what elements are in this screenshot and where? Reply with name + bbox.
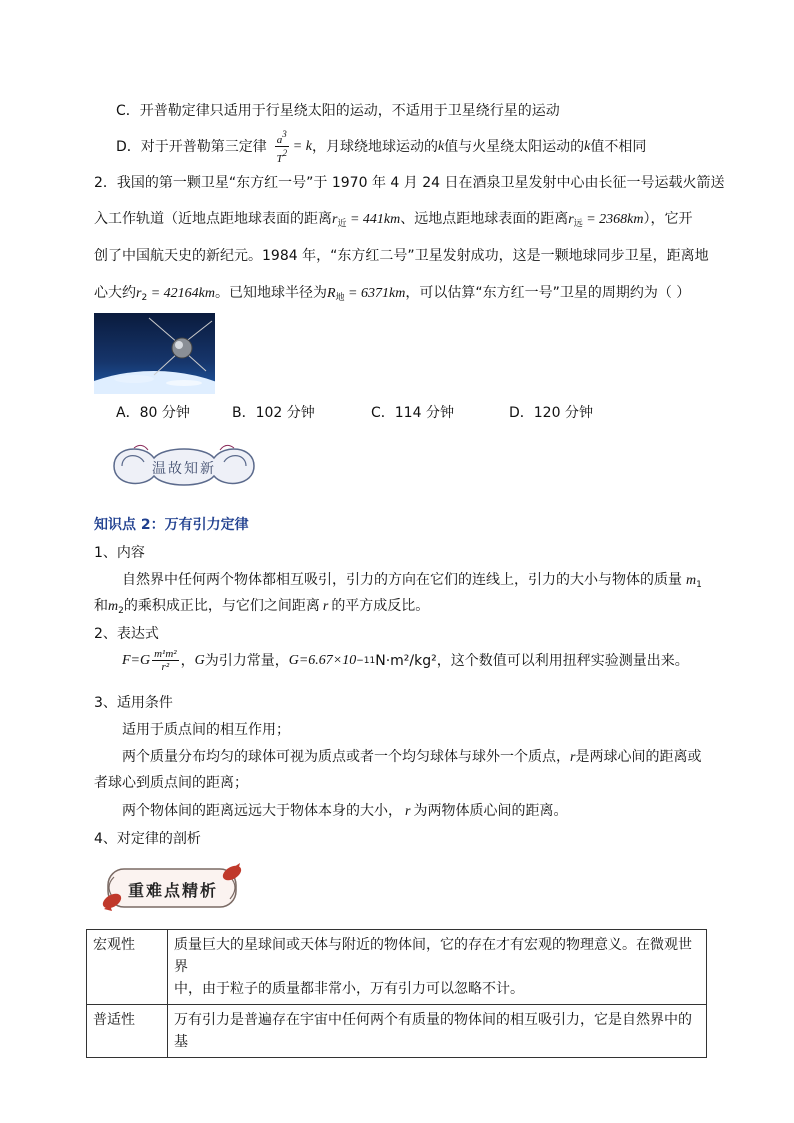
q2-option-b-text: B．102 分钟: [232, 405, 315, 421]
r-symbol: r: [322, 599, 329, 614]
frac-den: T: [276, 153, 283, 165]
review-banner: [104, 436, 264, 496]
r-near-symbol: r: [332, 212, 338, 227]
g-symbol-2: G: [288, 652, 299, 668]
m2-symbol: m: [108, 599, 119, 614]
key-points-banner-text: 重难点精析: [128, 881, 219, 900]
option-d-mid2: 值与火星绕太阳运动的: [444, 138, 585, 155]
kp2-s1-line2-c: 的平方成反比。: [331, 598, 430, 614]
g-symbol-1: G: [194, 652, 205, 668]
k-symbol-2: k: [584, 138, 591, 154]
q2-line4: [94, 283, 690, 308]
frac-num-sup: 3: [282, 129, 287, 139]
kp2-s1-line2: [94, 596, 429, 621]
r-far-value: = 2368km: [582, 212, 644, 227]
q2-line2: [94, 209, 693, 234]
formula-numerator: m¹m²: [154, 648, 177, 660]
formula-fraction: [152, 648, 178, 673]
satellite-image: [94, 313, 215, 394]
kp2-s3-line3: 者球心到质点间的距离；: [94, 775, 248, 791]
kp2-s3-line2-b: 是两球心间的距离或: [575, 749, 702, 765]
gravity-formula: [122, 648, 689, 673]
kp2-s3-head: 3、适用条件: [94, 695, 173, 711]
kp2-s1-line2-b: 的乘积成正比，与它们之间距离: [123, 598, 320, 614]
q2-line2-a: 入工作轨道（近地点距地球表面的距离: [94, 211, 332, 227]
q2-option-c[interactable]: [371, 403, 454, 423]
frac-den-sup: 2: [282, 148, 288, 158]
kp2-s1-line1: [122, 570, 702, 595]
r2-value: = 42164km: [147, 286, 215, 301]
table-key-cell: 普适性: [87, 1005, 168, 1058]
q2-option-c-text: C．114 分钟: [371, 405, 454, 421]
option-d-suffix: 值不相同: [590, 138, 647, 155]
q2-line2-b: 、远地点距地球表面的距离: [400, 211, 569, 227]
option-c-text: C．开普勒定律只适用于行星绕太阳的运动，不适用于卫星绕行星的运动: [116, 103, 560, 119]
table-row: [87, 930, 707, 1005]
option-d-middle: ，月球绕地球运动的: [311, 138, 438, 155]
review-banner-text: 温故知新: [152, 461, 216, 477]
r-far-symbol: r: [568, 212, 574, 227]
kp2-s3-line2-a: 两个质量分布均匀的球体可视为质点或者一个均匀球体与球外一个质点，: [122, 749, 570, 765]
q2-line1-text: 2．我国的第一颗卫星“东方红一号”于 1970 年 4 月 24 日在酒泉卫星发射中心由长征一号运载火箭送: [94, 175, 725, 191]
kp2-s3-line2: [122, 747, 701, 768]
kp2-s1-line2-a: 和: [94, 598, 108, 614]
kp2-s4-head: 4、对定律的剖析: [94, 831, 201, 847]
formula-lhs: F=G: [122, 652, 151, 668]
q2-line4-b: 。已知地球半径为: [214, 285, 327, 301]
r2-sub: 2: [141, 293, 148, 303]
r-near-sub: 近: [337, 219, 347, 229]
m1-sub: 1: [696, 580, 702, 590]
formula-denominator: r²: [161, 661, 170, 673]
formula-desc-b: 为引力常量，: [204, 652, 289, 669]
option-d-prefix: D．对于开普勒第三定律: [116, 138, 267, 155]
q2-line3: [94, 246, 709, 266]
g-value: =6.67×10: [298, 652, 357, 668]
m2-sub: 2: [118, 606, 124, 616]
kp2-s3-line4: [122, 801, 567, 822]
q2-line3-text: 创了中国航天史的新纪元。1984 年，“东方红二号”卫星发射成功，这是一颗地球同步卫星，距离地: [94, 248, 709, 264]
table-value-cell: [168, 930, 707, 1005]
kp2-title: 知识点 2：万有引力定律: [94, 517, 249, 533]
table-row: [87, 1005, 707, 1058]
option-c-prev: [116, 101, 560, 121]
law-analysis-table: [86, 929, 707, 1058]
frac-num: a: [276, 134, 283, 146]
option-d-prev: [116, 128, 646, 165]
q2-line4-c: ，可以估算“东方红一号”卫星的周期约为（ ）: [405, 285, 691, 301]
earth-radius-symbol: R: [326, 286, 336, 301]
r2-symbol: r: [136, 286, 142, 301]
kp2-s1-line1-text: 自然界中任何两个物体都相互吸引，引力的方向在它们的连线上，引力的大小与物体的质量: [122, 572, 682, 588]
q2-line1: [94, 173, 724, 193]
kp2-s2-head: 2、表达式: [94, 626, 159, 642]
table-value-cell: [168, 1005, 707, 1058]
table-value-line: 万有引力是普遍存在宇宙中任何两个有质量的物体间的相互吸引力，它是自然界中的基: [174, 1012, 692, 1050]
k-symbol-1: k: [437, 138, 445, 154]
q2-line4-a: 心大约: [94, 285, 136, 301]
key-points-banner: [100, 857, 245, 919]
m1-symbol: m: [686, 573, 697, 588]
table-value-line: 质量巨大的星球间或天体与附近的物体间，它的存在才有宏观的物理意义。在微观世界: [174, 937, 692, 975]
q2-option-d[interactable]: [509, 403, 593, 423]
r-near-value: = 441km: [346, 212, 401, 227]
r-far-sub: 远: [573, 219, 583, 229]
earth-radius-sub: 地: [335, 293, 345, 303]
kp2-s3-line4-a: 两个物体间的距离远远大于物体本身的大小，: [122, 803, 402, 819]
q2-option-a[interactable]: [116, 403, 190, 423]
g-exponent: −11: [356, 655, 376, 666]
q2-line2-c: ），它开: [643, 211, 693, 227]
q2-option-b[interactable]: [232, 403, 315, 423]
kp2-s3-line4-b: 为两物体质心间的距离。: [413, 803, 568, 819]
q2-option-a-text: A．80 分钟: [116, 405, 190, 421]
earth-radius-value: = 6371km: [344, 286, 406, 301]
formula-comma: ，: [180, 652, 195, 669]
kp2-s1-head: 1、内容: [94, 545, 145, 561]
kp2-s3-line1: 适用于质点间的相互作用；: [122, 722, 290, 738]
kepler-fraction: [275, 128, 289, 165]
r-symbol-2: r: [570, 750, 576, 765]
r-symbol-3: r: [405, 804, 411, 819]
q2-option-d-text: D．120 分钟: [509, 405, 593, 421]
table-value-line: 中，由于粒子的质量都非常小，万有引力可以忽略不计。: [174, 981, 524, 997]
table-key-cell: 宏观性: [87, 930, 168, 1005]
formula-desc-d: N·m²/kg²，这个数值可以利用扭秤实验测量出来。: [375, 652, 689, 669]
kepler-eq: = k: [292, 138, 312, 154]
